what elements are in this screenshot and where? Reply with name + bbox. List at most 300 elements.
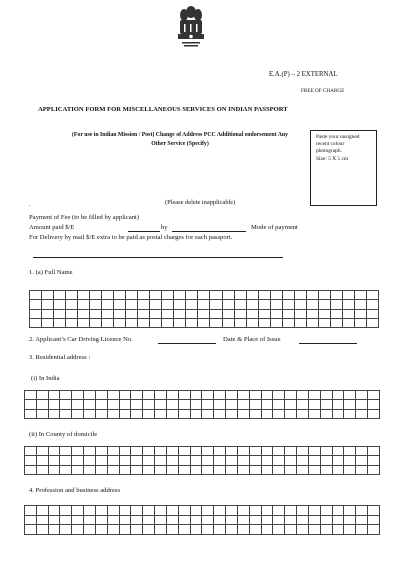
character-box[interactable] xyxy=(166,515,178,525)
character-box[interactable] xyxy=(36,447,48,456)
character-box[interactable] xyxy=(198,300,210,309)
character-box[interactable] xyxy=(214,456,226,465)
driving-licence-field[interactable] xyxy=(158,343,216,344)
character-box[interactable] xyxy=(143,515,155,525)
character-box[interactable] xyxy=(190,456,202,465)
character-box[interactable] xyxy=(285,515,297,525)
character-box[interactable] xyxy=(273,506,285,516)
character-box[interactable] xyxy=(178,506,190,516)
character-box[interactable] xyxy=(308,409,320,418)
character-box[interactable] xyxy=(202,506,214,516)
character-box[interactable] xyxy=(155,400,167,409)
amount-field[interactable] xyxy=(128,231,160,232)
character-box[interactable] xyxy=(174,291,186,300)
character-box[interactable] xyxy=(332,515,344,525)
character-box[interactable] xyxy=(107,525,119,535)
character-box[interactable] xyxy=(297,465,309,474)
character-box[interactable] xyxy=(143,391,155,400)
character-box[interactable] xyxy=(342,300,354,309)
character-box[interactable] xyxy=(84,409,96,418)
character-box[interactable] xyxy=(155,506,167,516)
character-box[interactable] xyxy=(143,400,155,409)
character-box[interactable] xyxy=(155,456,167,465)
character-box[interactable] xyxy=(308,391,320,400)
character-box[interactable] xyxy=(320,515,332,525)
character-box[interactable] xyxy=(344,525,356,535)
character-box[interactable] xyxy=(297,525,309,535)
character-box[interactable] xyxy=(107,506,119,516)
character-box[interactable] xyxy=(102,291,114,300)
payment-by-field[interactable] xyxy=(172,231,246,232)
character-box[interactable] xyxy=(332,525,344,535)
character-box[interactable] xyxy=(356,391,368,400)
character-box[interactable] xyxy=(138,318,150,327)
character-box[interactable] xyxy=(131,515,143,525)
character-box[interactable] xyxy=(222,318,234,327)
character-box[interactable] xyxy=(72,447,84,456)
character-box[interactable] xyxy=(119,400,131,409)
character-box[interactable] xyxy=(285,465,297,474)
character-box[interactable] xyxy=(119,515,131,525)
character-box[interactable] xyxy=(202,465,214,474)
character-box[interactable] xyxy=(366,309,378,318)
character-box[interactable] xyxy=(237,400,249,409)
character-box[interactable] xyxy=(190,515,202,525)
character-box[interactable] xyxy=(186,309,198,318)
character-box[interactable] xyxy=(78,291,90,300)
character-box[interactable] xyxy=(190,391,202,400)
character-box[interactable] xyxy=(72,391,84,400)
address-india-grid[interactable] xyxy=(24,390,380,419)
character-box[interactable] xyxy=(114,309,126,318)
character-box[interactable] xyxy=(131,409,143,418)
character-box[interactable] xyxy=(90,300,102,309)
profession-grid[interactable] xyxy=(24,505,380,535)
character-box[interactable] xyxy=(131,391,143,400)
character-box[interactable] xyxy=(261,391,273,400)
character-box[interactable] xyxy=(330,300,342,309)
character-box[interactable] xyxy=(261,515,273,525)
character-box[interactable] xyxy=(332,447,344,456)
character-box[interactable] xyxy=(138,291,150,300)
character-box[interactable] xyxy=(332,391,344,400)
character-box[interactable] xyxy=(66,318,78,327)
character-box[interactable] xyxy=(36,525,48,535)
character-box[interactable] xyxy=(131,465,143,474)
character-box[interactable] xyxy=(198,309,210,318)
character-box[interactable] xyxy=(356,506,368,516)
character-box[interactable] xyxy=(237,506,249,516)
character-box[interactable] xyxy=(42,300,54,309)
character-box[interactable] xyxy=(84,515,96,525)
character-box[interactable] xyxy=(48,447,60,456)
character-box[interactable] xyxy=(36,456,48,465)
character-box[interactable] xyxy=(143,525,155,535)
character-box[interactable] xyxy=(95,525,107,535)
character-box[interactable] xyxy=(84,391,96,400)
character-box[interactable] xyxy=(202,409,214,418)
character-box[interactable] xyxy=(143,456,155,465)
character-box[interactable] xyxy=(320,506,332,516)
character-box[interactable] xyxy=(119,391,131,400)
character-box[interactable] xyxy=(261,409,273,418)
character-box[interactable] xyxy=(178,456,190,465)
character-box[interactable] xyxy=(72,409,84,418)
character-box[interactable] xyxy=(30,309,42,318)
character-box[interactable] xyxy=(294,309,306,318)
character-box[interactable] xyxy=(237,465,249,474)
character-box[interactable] xyxy=(261,525,273,535)
character-box[interactable] xyxy=(126,309,138,318)
character-box[interactable] xyxy=(270,300,282,309)
character-box[interactable] xyxy=(356,465,368,474)
character-box[interactable] xyxy=(119,409,131,418)
character-box[interactable] xyxy=(178,515,190,525)
character-box[interactable] xyxy=(320,400,332,409)
character-box[interactable] xyxy=(344,400,356,409)
character-box[interactable] xyxy=(202,456,214,465)
character-box[interactable] xyxy=(102,309,114,318)
character-box[interactable] xyxy=(178,409,190,418)
character-box[interactable] xyxy=(166,391,178,400)
character-box[interactable] xyxy=(131,447,143,456)
character-box[interactable] xyxy=(332,506,344,516)
character-box[interactable] xyxy=(60,456,72,465)
character-box[interactable] xyxy=(332,456,344,465)
character-box[interactable] xyxy=(60,506,72,516)
character-box[interactable] xyxy=(25,525,37,535)
character-box[interactable] xyxy=(273,456,285,465)
character-box[interactable] xyxy=(25,515,37,525)
character-box[interactable] xyxy=(249,456,261,465)
character-box[interactable] xyxy=(285,525,297,535)
character-box[interactable] xyxy=(155,409,167,418)
character-box[interactable] xyxy=(60,525,72,535)
character-box[interactable] xyxy=(143,447,155,456)
character-box[interactable] xyxy=(214,506,226,516)
character-box[interactable] xyxy=(84,400,96,409)
character-box[interactable] xyxy=(84,465,96,474)
character-box[interactable] xyxy=(48,465,60,474)
character-box[interactable] xyxy=(273,400,285,409)
character-box[interactable] xyxy=(95,515,107,525)
character-box[interactable] xyxy=(202,400,214,409)
character-box[interactable] xyxy=(368,409,380,418)
character-box[interactable] xyxy=(60,447,72,456)
character-box[interactable] xyxy=(119,525,131,535)
character-box[interactable] xyxy=(214,400,226,409)
character-box[interactable] xyxy=(330,309,342,318)
character-box[interactable] xyxy=(237,391,249,400)
character-box[interactable] xyxy=(354,300,366,309)
character-box[interactable] xyxy=(308,515,320,525)
character-box[interactable] xyxy=(95,506,107,516)
character-box[interactable] xyxy=(320,391,332,400)
character-box[interactable] xyxy=(60,409,72,418)
character-box[interactable] xyxy=(273,525,285,535)
character-box[interactable] xyxy=(330,318,342,327)
character-box[interactable] xyxy=(119,506,131,516)
character-box[interactable] xyxy=(107,515,119,525)
character-box[interactable] xyxy=(72,515,84,525)
character-box[interactable] xyxy=(95,391,107,400)
character-box[interactable] xyxy=(202,525,214,535)
character-box[interactable] xyxy=(107,409,119,418)
character-box[interactable] xyxy=(366,318,378,327)
character-box[interactable] xyxy=(308,456,320,465)
character-box[interactable] xyxy=(107,456,119,465)
character-box[interactable] xyxy=(246,291,258,300)
character-box[interactable] xyxy=(285,447,297,456)
character-box[interactable] xyxy=(273,447,285,456)
character-box[interactable] xyxy=(72,456,84,465)
character-box[interactable] xyxy=(237,456,249,465)
character-box[interactable] xyxy=(330,291,342,300)
character-box[interactable] xyxy=(210,291,222,300)
character-box[interactable] xyxy=(162,300,174,309)
character-box[interactable] xyxy=(332,465,344,474)
character-box[interactable] xyxy=(54,309,66,318)
character-box[interactable] xyxy=(90,318,102,327)
character-box[interactable] xyxy=(285,391,297,400)
character-box[interactable] xyxy=(297,391,309,400)
character-box[interactable] xyxy=(54,318,66,327)
character-box[interactable] xyxy=(126,318,138,327)
character-box[interactable] xyxy=(84,506,96,516)
character-box[interactable] xyxy=(95,409,107,418)
character-box[interactable] xyxy=(294,318,306,327)
character-box[interactable] xyxy=(308,400,320,409)
character-box[interactable] xyxy=(344,447,356,456)
character-box[interactable] xyxy=(131,525,143,535)
character-box[interactable] xyxy=(95,447,107,456)
character-box[interactable] xyxy=(198,291,210,300)
character-box[interactable] xyxy=(36,409,48,418)
character-box[interactable] xyxy=(131,400,143,409)
character-box[interactable] xyxy=(214,391,226,400)
character-box[interactable] xyxy=(48,506,60,516)
character-box[interactable] xyxy=(143,506,155,516)
character-box[interactable] xyxy=(285,506,297,516)
character-box[interactable] xyxy=(214,515,226,525)
character-box[interactable] xyxy=(332,400,344,409)
character-box[interactable] xyxy=(226,391,238,400)
character-box[interactable] xyxy=(368,515,380,525)
character-box[interactable] xyxy=(226,400,238,409)
character-box[interactable] xyxy=(273,391,285,400)
character-box[interactable] xyxy=(90,309,102,318)
character-box[interactable] xyxy=(249,409,261,418)
character-box[interactable] xyxy=(25,409,37,418)
character-box[interactable] xyxy=(270,318,282,327)
character-box[interactable] xyxy=(60,465,72,474)
character-box[interactable] xyxy=(273,465,285,474)
character-box[interactable] xyxy=(162,309,174,318)
character-box[interactable] xyxy=(318,300,330,309)
character-box[interactable] xyxy=(54,300,66,309)
character-box[interactable] xyxy=(226,456,238,465)
character-box[interactable] xyxy=(126,291,138,300)
character-box[interactable] xyxy=(226,465,238,474)
character-box[interactable] xyxy=(368,525,380,535)
character-box[interactable] xyxy=(234,309,246,318)
character-box[interactable] xyxy=(356,525,368,535)
character-box[interactable] xyxy=(119,465,131,474)
character-box[interactable] xyxy=(226,447,238,456)
character-box[interactable] xyxy=(368,506,380,516)
character-box[interactable] xyxy=(308,465,320,474)
character-box[interactable] xyxy=(90,291,102,300)
character-box[interactable] xyxy=(114,291,126,300)
character-box[interactable] xyxy=(354,318,366,327)
character-box[interactable] xyxy=(234,291,246,300)
character-box[interactable] xyxy=(60,391,72,400)
character-box[interactable] xyxy=(155,515,167,525)
character-box[interactable] xyxy=(222,309,234,318)
character-box[interactable] xyxy=(155,391,167,400)
character-box[interactable] xyxy=(297,447,309,456)
character-box[interactable] xyxy=(273,515,285,525)
character-box[interactable] xyxy=(95,465,107,474)
character-box[interactable] xyxy=(306,318,318,327)
character-box[interactable] xyxy=(297,456,309,465)
character-box[interactable] xyxy=(42,309,54,318)
character-box[interactable] xyxy=(54,291,66,300)
character-box[interactable] xyxy=(234,300,246,309)
character-box[interactable] xyxy=(155,447,167,456)
character-box[interactable] xyxy=(270,309,282,318)
character-box[interactable] xyxy=(342,318,354,327)
character-box[interactable] xyxy=(320,525,332,535)
character-box[interactable] xyxy=(150,309,162,318)
character-box[interactable] xyxy=(78,318,90,327)
character-box[interactable] xyxy=(143,409,155,418)
character-box[interactable] xyxy=(150,300,162,309)
character-box[interactable] xyxy=(126,300,138,309)
character-box[interactable] xyxy=(114,318,126,327)
character-box[interactable] xyxy=(166,506,178,516)
character-box[interactable] xyxy=(25,465,37,474)
character-box[interactable] xyxy=(222,291,234,300)
character-box[interactable] xyxy=(95,400,107,409)
character-box[interactable] xyxy=(368,391,380,400)
character-box[interactable] xyxy=(306,291,318,300)
character-box[interactable] xyxy=(190,465,202,474)
character-box[interactable] xyxy=(308,506,320,516)
character-box[interactable] xyxy=(214,525,226,535)
character-box[interactable] xyxy=(354,309,366,318)
character-box[interactable] xyxy=(178,465,190,474)
character-box[interactable] xyxy=(344,391,356,400)
character-box[interactable] xyxy=(48,515,60,525)
character-box[interactable] xyxy=(114,300,126,309)
character-box[interactable] xyxy=(261,465,273,474)
character-box[interactable] xyxy=(294,291,306,300)
character-box[interactable] xyxy=(214,409,226,418)
character-box[interactable] xyxy=(36,400,48,409)
character-box[interactable] xyxy=(344,456,356,465)
character-box[interactable] xyxy=(282,309,294,318)
character-box[interactable] xyxy=(107,447,119,456)
character-box[interactable] xyxy=(214,447,226,456)
character-box[interactable] xyxy=(210,300,222,309)
character-box[interactable] xyxy=(366,300,378,309)
character-box[interactable] xyxy=(226,409,238,418)
character-box[interactable] xyxy=(162,291,174,300)
character-box[interactable] xyxy=(318,309,330,318)
character-box[interactable] xyxy=(190,447,202,456)
character-box[interactable] xyxy=(107,391,119,400)
character-box[interactable] xyxy=(166,456,178,465)
character-box[interactable] xyxy=(190,409,202,418)
character-box[interactable] xyxy=(366,291,378,300)
character-box[interactable] xyxy=(190,400,202,409)
character-box[interactable] xyxy=(36,515,48,525)
character-box[interactable] xyxy=(249,400,261,409)
character-box[interactable] xyxy=(273,409,285,418)
character-box[interactable] xyxy=(226,525,238,535)
character-box[interactable] xyxy=(198,318,210,327)
character-box[interactable] xyxy=(138,309,150,318)
character-box[interactable] xyxy=(48,400,60,409)
character-box[interactable] xyxy=(166,400,178,409)
character-box[interactable] xyxy=(138,300,150,309)
character-box[interactable] xyxy=(332,409,344,418)
character-box[interactable] xyxy=(297,409,309,418)
character-box[interactable] xyxy=(261,400,273,409)
character-box[interactable] xyxy=(72,465,84,474)
character-box[interactable] xyxy=(30,300,42,309)
character-box[interactable] xyxy=(72,525,84,535)
character-box[interactable] xyxy=(237,515,249,525)
character-box[interactable] xyxy=(66,309,78,318)
character-box[interactable] xyxy=(174,318,186,327)
character-box[interactable] xyxy=(297,506,309,516)
character-box[interactable] xyxy=(258,318,270,327)
character-box[interactable] xyxy=(25,447,37,456)
character-box[interactable] xyxy=(282,291,294,300)
character-box[interactable] xyxy=(320,465,332,474)
character-box[interactable] xyxy=(36,506,48,516)
character-box[interactable] xyxy=(60,400,72,409)
character-box[interactable] xyxy=(25,391,37,400)
character-box[interactable] xyxy=(210,318,222,327)
character-box[interactable] xyxy=(42,318,54,327)
character-box[interactable] xyxy=(178,447,190,456)
character-box[interactable] xyxy=(258,291,270,300)
character-box[interactable] xyxy=(150,318,162,327)
address-domicile-grid[interactable] xyxy=(24,446,380,475)
character-box[interactable] xyxy=(226,515,238,525)
character-box[interactable] xyxy=(285,400,297,409)
character-box[interactable] xyxy=(102,300,114,309)
character-box[interactable] xyxy=(368,465,380,474)
character-box[interactable] xyxy=(297,515,309,525)
character-box[interactable] xyxy=(36,465,48,474)
character-box[interactable] xyxy=(48,391,60,400)
character-box[interactable] xyxy=(36,391,48,400)
character-box[interactable] xyxy=(249,465,261,474)
character-box[interactable] xyxy=(78,300,90,309)
character-box[interactable] xyxy=(318,318,330,327)
character-box[interactable] xyxy=(178,391,190,400)
character-box[interactable] xyxy=(282,300,294,309)
character-box[interactable] xyxy=(60,515,72,525)
character-box[interactable] xyxy=(368,447,380,456)
character-box[interactable] xyxy=(356,409,368,418)
character-box[interactable] xyxy=(226,506,238,516)
character-box[interactable] xyxy=(261,506,273,516)
